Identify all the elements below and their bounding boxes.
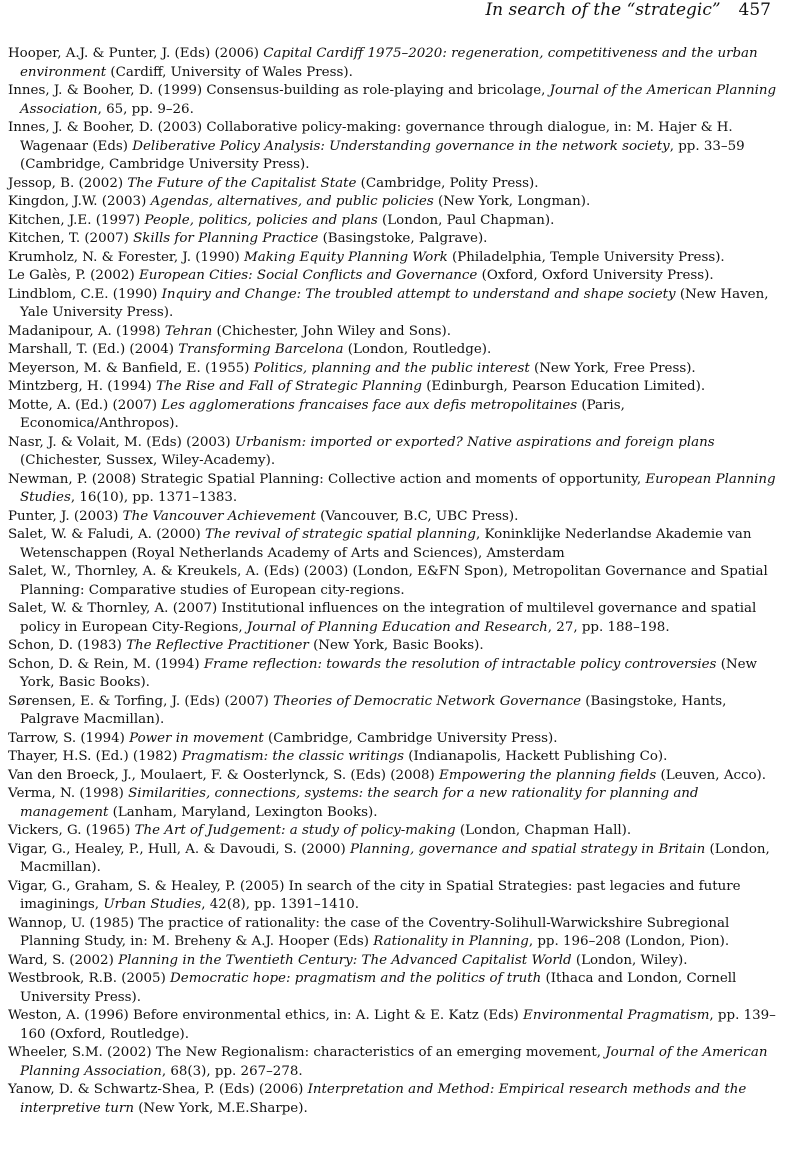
reference-entry	[8, 193, 779, 212]
reference-text: (New York, Free Press).	[529, 360, 696, 376]
reference-entry	[8, 915, 779, 952]
reference-text: (Paris, Economica/Anthropos).	[20, 397, 625, 431]
reference-title-italic: Planning, governance and spatial strategy in Britain	[349, 841, 706, 857]
reference-text: , 65, pp. 9–26.	[97, 101, 194, 117]
reference-entry	[8, 656, 779, 693]
reference-entry	[8, 600, 779, 637]
reference-title-italic: The revival of strategic spatial planning	[204, 527, 476, 542]
reference-text: Le Galès, P. (2002)	[8, 268, 139, 283]
reference-text: (Basingstoke, Palgrave).	[318, 231, 488, 246]
reference-entry	[8, 822, 779, 841]
reference-title-italic: Deliberative Policy Analysis: Understanding governance in the network society	[132, 138, 670, 154]
reference-text: (New York, Basic Books).	[20, 656, 758, 690]
reference-text: Schon, D. (1983)	[8, 638, 127, 653]
reference-entry	[8, 563, 779, 600]
reference-entry	[8, 952, 779, 971]
reference-title-italic: Theories of Democratic Network Governance	[273, 693, 582, 709]
reference-title-italic: Power in movement	[129, 730, 264, 746]
reference-entry	[8, 841, 779, 878]
reference-title-italic: Making Equity Planning Work	[244, 249, 448, 265]
reference-title-italic: Journal of the American Planning Association	[20, 83, 777, 117]
reference-text: , 68(3), pp. 267–278.	[161, 1063, 303, 1079]
reference-title-italic: Skills for Planning Practice	[133, 231, 319, 246]
reference-text: , pp. 33–59 (Cambridge, Cambridge University Press).	[20, 138, 745, 172]
reference-title-italic: Pragmatism: the classic writings	[181, 749, 404, 764]
reference-text: Madanipour, A. (1998)	[8, 323, 165, 339]
reference-entry	[8, 397, 779, 434]
reference-title-italic: The Rise and Fall of Strategic Planning	[156, 379, 422, 394]
reference-entry	[8, 748, 779, 767]
reference-entry	[8, 360, 779, 379]
reference-entry	[8, 230, 779, 249]
reference-text: Vigar, G., Graham, S. & Healey, P. (2005) In search of the city in Spatial Strategies: past legacies and future imaginings,	[8, 878, 741, 912]
reference-title-italic: Tehran	[164, 323, 213, 339]
reference-text: Vickers, G. (1965)	[8, 823, 135, 838]
reference-text: (New York, M.E.Sharpe).	[133, 1100, 308, 1116]
reference-entry	[8, 730, 779, 749]
reference-title-italic: Politics, planning and the public interest	[253, 360, 530, 376]
reference-text: (London, Wiley).	[571, 952, 688, 968]
reference-text: , 27, pp. 188–198.	[547, 619, 670, 635]
reference-title-italic: Agendas, alternatives, and public policies	[150, 194, 434, 209]
reference-title-italic: Interpretation and Method: Empirical research methods and the interpretive turn	[20, 1082, 747, 1116]
reference-title-italic: European Cities: Social Conflicts and Governance	[138, 268, 478, 283]
reference-text: , Koninklijke Nederlandse Akademie van Wetenschappen (Royal Netherlands Academy of Arts and Sciences), Amsterdam	[20, 527, 752, 561]
reference-title-italic: The Future of the Capitalist State	[127, 175, 357, 191]
reference-title-italic: Environmental Pragmatism	[523, 1008, 710, 1023]
reference-text: Nasr, J. & Volait, M. (Eds) (2003)	[8, 434, 235, 450]
reference-entry	[8, 1007, 779, 1044]
reference-entry	[8, 878, 779, 915]
reference-text: Salet, W., Thornley, A. & Kreukels, A. (Eds) (2003) (London, E&FN Spon), Metropolitan Governance and Spatial Planning: Comparative studies of European city-regions.	[8, 564, 768, 598]
reference-text: , 42(8), pp. 1391–1410.	[201, 897, 360, 912]
reference-entry	[8, 45, 779, 82]
reference-text: Marshall, T. (Ed.) (2004)	[8, 342, 179, 357]
reference-text: Krumholz, N. & Forester, J. (1990)	[8, 249, 245, 265]
running-head	[485, 0, 771, 30]
reference-text: Punter, J. (2003)	[8, 508, 123, 524]
reference-text: Hooper, A.J. & Punter, J. (Eds) (2006)	[8, 46, 264, 61]
reference-text: (Leuven, Acco).	[656, 767, 767, 783]
reference-text: Mintzberg, H. (1994)	[8, 379, 157, 394]
reference-text: (Vancouver, B.C, UBC Press).	[315, 508, 519, 524]
reference-text: Thayer, H.S. (Ed.) (1982)	[8, 749, 182, 764]
reference-title-italic: Similarities, connections, systems: the search for a new rationality for planning and management	[20, 786, 699, 820]
reference-entry	[8, 249, 779, 268]
reference-text: Ward, S. (2002)	[8, 952, 119, 968]
reference-text: (London, Routledge).	[343, 342, 492, 357]
reference-text: Vigar, G., Healey, P., Hull, A. & Davoudi, S. (2000)	[8, 841, 350, 857]
reference-title-italic: Capital Cardiff 1975–2020: regeneration, competitiveness and the urban environment	[20, 46, 758, 80]
reference-entry	[8, 323, 779, 342]
reference-title-italic: Inquiry and Change: The troubled attempt to understand and shape society	[161, 286, 676, 302]
reference-entry	[8, 378, 779, 397]
reference-text: (Lanham, Maryland, Lexington Books).	[108, 804, 378, 820]
reference-text: Schon, D. & Rein, M. (1994)	[8, 656, 204, 672]
reference-title-italic: Urban Studies	[103, 897, 202, 912]
reference-text: (London, Chapman Hall).	[455, 823, 632, 838]
reference-text: (Cardiff, University of Wales Press).	[106, 64, 353, 80]
reference-text: (Cambridge, Cambridge University Press).	[263, 730, 558, 746]
reference-text: (New York, Basic Books).	[308, 638, 484, 653]
reference-entry	[8, 341, 779, 360]
reference-entry	[8, 471, 779, 508]
reference-title-italic: The Vancouver Achievement	[122, 508, 316, 524]
reference-title-italic: The Art of Judgement: a study of policy-making	[134, 823, 456, 838]
reference-entry	[8, 119, 779, 175]
reference-title-italic: Democratic hope: pragmatism and the politics of truth	[170, 971, 542, 986]
reference-text: (Cambridge, Polity Press).	[356, 175, 539, 191]
reference-text: Tarrow, S. (1994)	[8, 730, 130, 746]
reference-title-italic: Journal of the American Planning Association	[20, 1045, 768, 1079]
reference-text: Innes, J. & Booher, D. (1999) Consensus-building as role-playing and bricolage,	[8, 83, 550, 98]
reference-text: Lindblom, C.E. (1990)	[8, 286, 162, 302]
reference-text: , 16(10), pp. 1371–1383.	[70, 490, 238, 505]
reference-text: Motte, A. (Ed.) (2007)	[8, 397, 162, 413]
reference-text: (Oxford, Oxford University Press).	[477, 268, 714, 283]
reference-text: Weston, A. (1996) Before environmental ethics, in: A. Light & E. Katz (Eds)	[8, 1008, 524, 1023]
reference-text: , pp. 139–160 (Oxford, Routledge).	[20, 1008, 776, 1042]
reference-text: Wannop, U. (1985) The practice of rationality: the case of the Coventry-Solihull-Warwickshire Subregional Planning Study, in: M. Breheny & A.J. Hooper (Eds)	[8, 915, 730, 949]
reference-entry	[8, 82, 779, 119]
reference-text: Kitchen, J.E. (1997)	[8, 212, 145, 228]
reference-title-italic: Urbanism: imported or exported? Native aspirations and foreign plans	[234, 434, 715, 450]
reference-entry	[8, 175, 779, 194]
reference-text: (New York, Longman).	[433, 194, 591, 209]
reference-title-italic: The Reflective Practitioner	[126, 638, 309, 653]
reference-text: Yanow, D. & Schwartz-Shea, P. (Eds) (2006)	[8, 1082, 308, 1097]
reference-list	[8, 45, 779, 1118]
reference-text: Van den Broeck, J., Moulaert, F. & Oosterlynck, S. (Eds) (2008)	[8, 767, 440, 783]
reference-entry	[8, 267, 779, 286]
reference-text: Wheeler, S.M. (2002) The New Regionalism: characteristics of an emerging movement,	[8, 1045, 606, 1060]
reference-text: Kitchen, T. (2007)	[8, 231, 134, 246]
reference-text: Salet, W. & Faludi, A. (2000)	[8, 527, 205, 542]
reference-text: (Basingstoke, Hants, Palgrave Macmillan).	[20, 693, 727, 727]
reference-title-italic: European Planning Studies	[20, 471, 776, 505]
reference-text: Kingdon, J.W. (2003)	[8, 194, 151, 209]
reference-text: Newman, P. (2008) Strategic Spatial Planning: Collective action and moments of opportunity,	[8, 471, 646, 487]
reference-text: Innes, J. & Booher, D. (2003) Collaborative policy-making: governance through dialogue, in: M. Hajer & H. Wagenaar (Eds)	[8, 120, 733, 154]
reference-entry	[8, 434, 779, 471]
reference-title-italic: Frame reflection: towards the resolution of intractable policy controversies	[203, 656, 717, 672]
reference-title-italic: Les agglomerations francaises face aux defis metropolitaines	[161, 397, 578, 413]
reference-title-italic: Empowering the planning fields	[439, 767, 657, 783]
reference-text: (London, Macmillan).	[20, 841, 770, 875]
reference-text: Sørensen, E. & Torfing, J. (Eds) (2007)	[8, 693, 274, 709]
reference-entry	[8, 508, 779, 527]
reference-text: (Ithaca and London, Cornell University Press).	[20, 971, 737, 1005]
reference-title-italic: Planning in the Twentieth Century: The Advanced Capitalist World	[118, 952, 572, 968]
reference-text: Meyerson, M. & Banfield, E. (1955)	[8, 360, 254, 376]
reference-text: (Edinburgh, Pearson Education Limited).	[421, 379, 706, 394]
reference-text: (New Haven, Yale University Press).	[20, 286, 769, 320]
reference-text: (Indianapolis, Hackett Publishing Co).	[403, 749, 668, 764]
reference-text: (Philadelphia, Temple University Press).	[447, 249, 725, 265]
reference-text: Westbrook, R.B. (2005)	[8, 971, 171, 986]
reference-text: (Chichester, John Wiley and Sons).	[212, 323, 452, 339]
reference-title-italic: Journal of Planning Education and Research	[246, 619, 548, 635]
reference-text: , pp. 196–208 (London, Pion).	[528, 934, 730, 949]
reference-entry	[8, 785, 779, 822]
running-title: In search of the “strategic”	[485, 0, 721, 20]
reference-text: Jessop, B. (2002)	[8, 175, 128, 191]
reference-text: Salet, W. & Thornley, A. (2007) Institutional influences on the integration of multilevel governance and spatial policy in European City-Regions,	[8, 601, 757, 635]
reference-title-italic: Transforming Barcelona	[178, 342, 344, 357]
reference-entry	[8, 970, 779, 1007]
reference-entry	[8, 1044, 779, 1081]
reference-text: Verma, N. (1998)	[8, 786, 129, 801]
reference-entry	[8, 637, 779, 656]
reference-entry	[8, 286, 779, 323]
reference-entry	[8, 1081, 779, 1118]
reference-entry	[8, 526, 779, 563]
reference-title-italic: People, politics, policies and plans	[144, 212, 378, 228]
reference-text: (London, Paul Chapman).	[377, 212, 555, 228]
reference-title-italic: Rationality in Planning	[373, 934, 529, 949]
reference-entry	[8, 693, 779, 730]
page-number: 457	[738, 0, 771, 20]
reference-entry	[8, 767, 779, 786]
reference-entry	[8, 212, 779, 231]
reference-text: (Chichester, Sussex, Wiley-Academy).	[20, 453, 276, 468]
